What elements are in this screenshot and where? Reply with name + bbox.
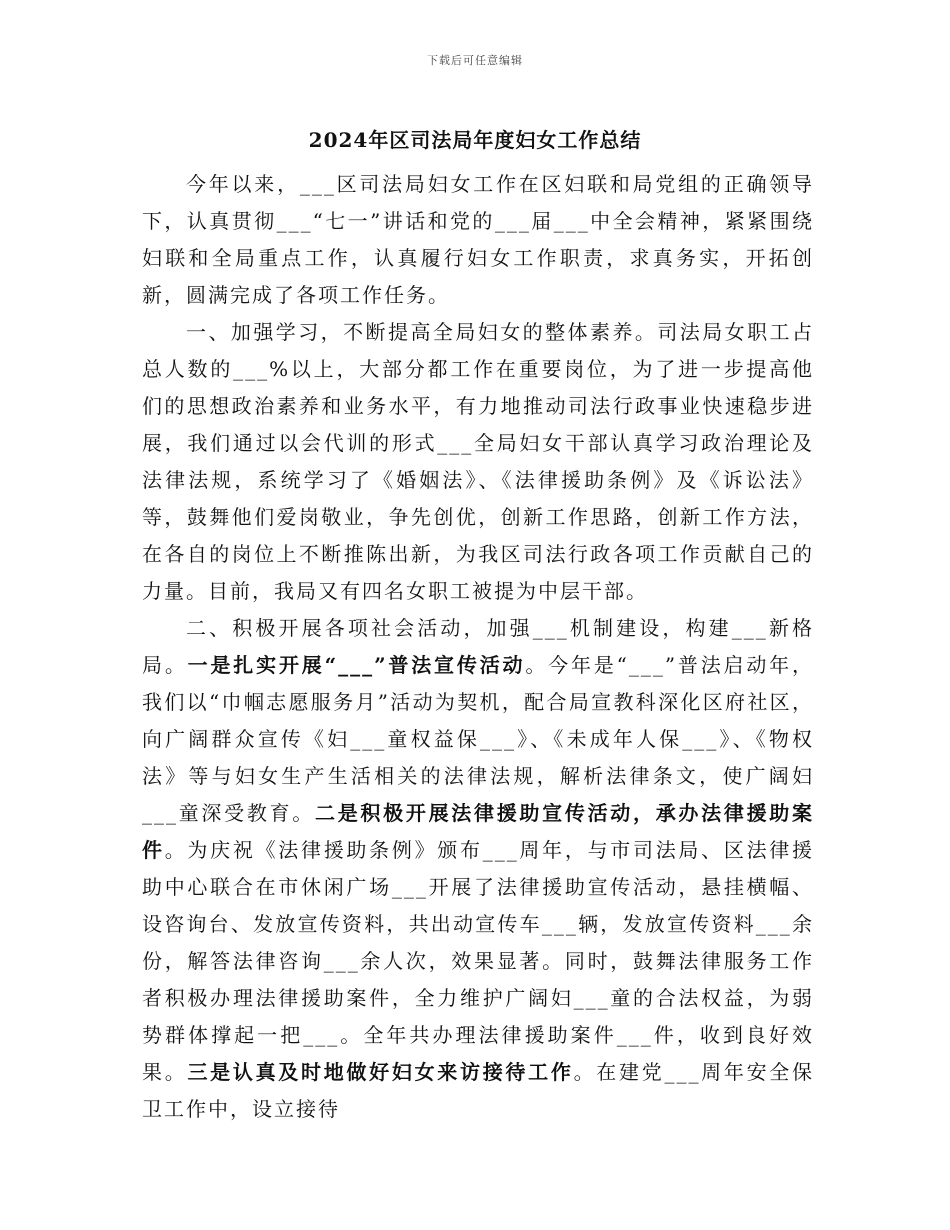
document-title: 2024年区司法局年度妇女工作总结 — [308, 128, 642, 152]
text-run: 。今年是“___”普法启动年，我们以“巾帼志愿服务月”活动为契机，配合局宣教科深化区府社区，向广阔群众宣传《妇___童权益保___》、《未成年人保___》、《物权法》等与妇女生产生活相关的法律法规，解析法律条文，使广阔妇___童深受教育。 — [142, 653, 815, 825]
bold-heading-run: 一是扎实开展“___”普法宣传活动 — [187, 653, 526, 677]
bold-heading-run: 二是积极开展法律援助宣传活动，承办法律援助案件 — [142, 801, 814, 862]
text-run: 今年以来，___区司法局妇女工作在区妇联和局党组的正确领导下，认真贯彻___“七一”讲话和党的___届___中全会精神，紧紧围绕妇联和全局重点工作，认真履行妇女工作职责，求真务实，开拓创新，圆满完成了各项工作任务。 — [142, 172, 814, 307]
bold-heading-run: 三是认真及时地做好妇女来访接待工作 — [187, 1060, 574, 1084]
document-body — [142, 166, 814, 1128]
text-run: 一、加强学习，不断提高全局妇女的整体素养。司法局女职工占总人数的___%以上，大部分都工作在重要岗位，为了进一步提高他们的思想政治素养和业务水平，有力地推动司法行政事业快速稳步进展，我们通过以会代训的形式___全局妇女干部认真学习政治理论及法律法规，系统学习了《婚姻法》、《法律援助条例》及《诉讼法》等，鼓舞他们爱岗敬业，争先创优，创新工作思路，创新工作方法，在各自的岗位上不断推陈出新，为我区司法行政各项工作贡献自己的力量。目前，我局又有四名女职工被提为中层干部。 — [142, 320, 814, 603]
paragraph-section-one — [142, 314, 814, 610]
paragraph-intro — [142, 166, 814, 314]
text-run: 二、积极开展各项社会活动，加强___机制建设，构建___新格局。 — [142, 616, 814, 677]
page-header-note: 下载后可任意编辑 — [427, 54, 523, 67]
paragraph-section-two — [142, 610, 814, 1128]
text-run: 。在建党___周年安全保卫工作中，设立接待 — [142, 1060, 815, 1121]
text-run: 。为庆祝《法律援助条例》颁布___周年，与市司法局、区法律援助中心联合在市休闲广场___开展了法律援助宣传活动，悬挂横幅、设咨询台、发放宣传资料，共出动宣传车___辆，发放宣传资料___余份，解答法律咨询___余人次，效果显著。同时，鼓舞法律服务工作者积极办理法律援助案件，全力维护广阔妇___童的合法权益，为弱势群体撑起一把___。全年共办理法律援助案件___件，收到良好效果。 — [142, 838, 815, 1084]
